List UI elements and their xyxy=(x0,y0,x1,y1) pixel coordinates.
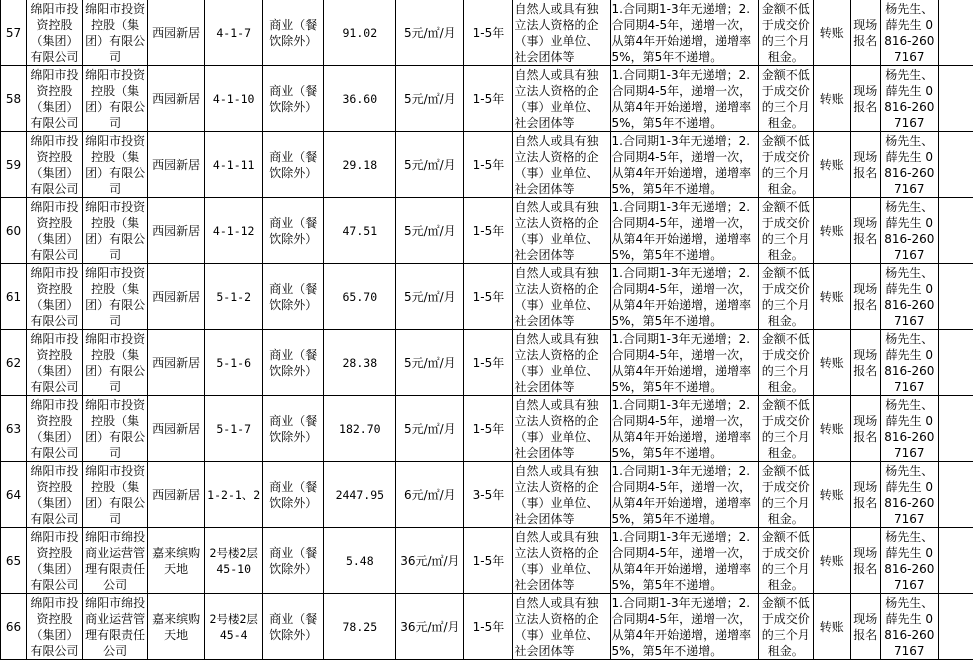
price-cell: 6元/㎡/月 xyxy=(396,462,464,528)
operator-cell: 绵阳市投资控股（集团）有限公司 xyxy=(83,330,148,396)
area-cell: 78.25 xyxy=(324,594,396,660)
operator-cell: 绵阳市投资控股（集团）有限公司 xyxy=(83,198,148,264)
qualification-cell: 自然人或具有独立法人资格的企（事）业单位、社会团体等 xyxy=(513,0,610,66)
contact-cell: 杨先生、薛先生 0816-2607167 xyxy=(880,396,938,462)
deposit-cell: 金额不低于成交价的三个月租金。 xyxy=(758,66,813,132)
increase-cell: 1.合同期1-3年无递增；2.合同期4-5年，递增一次，从第4年开始递增，递增率5%，第5年不递增。 xyxy=(610,0,758,66)
area-cell: 2447.95 xyxy=(324,462,396,528)
payment-cell: 转账 xyxy=(813,528,850,594)
owner-cell: 绵阳市投资控股（集团）有限公司 xyxy=(27,396,83,462)
row-number: 62 xyxy=(1,330,27,396)
unit-cell: 4-1-12 xyxy=(205,198,263,264)
project-cell: 嘉来缤购天地 xyxy=(148,594,205,660)
area-cell: 65.70 xyxy=(324,264,396,330)
payment-cell: 转账 xyxy=(813,264,850,330)
term-cell: 1-5年 xyxy=(464,198,513,264)
contact-cell: 杨先生、薛先生 0816-2607167 xyxy=(880,198,938,264)
usage-cell: 商业（餐饮除外） xyxy=(263,396,324,462)
row-number: 65 xyxy=(1,528,27,594)
contact-cell: 杨先生、薛先生 0816-2607167 xyxy=(880,528,938,594)
contact-cell: 杨先生、薛先生 0816-2607167 xyxy=(880,0,938,66)
price-cell: 5元/㎡/月 xyxy=(396,0,464,66)
signup-cell: 现场报名 xyxy=(850,264,880,330)
signup-cell: 现场报名 xyxy=(850,132,880,198)
increase-cell: 1.合同期1-3年无递增；2.合同期4-5年，递增一次，从第4年开始递增，递增率5%，第5年不递增。 xyxy=(610,528,758,594)
owner-cell: 绵阳市投资控股（集团）有限公司 xyxy=(27,462,83,528)
increase-cell: 1.合同期1-3年无递增；2.合同期4-5年，递增一次，从第4年开始递增，递增率5%，第5年不递增。 xyxy=(610,132,758,198)
note-cell xyxy=(938,528,973,594)
deposit-cell: 金额不低于成交价的三个月租金。 xyxy=(758,594,813,660)
price-cell: 5元/㎡/月 xyxy=(396,66,464,132)
owner-cell: 绵阳市投资控股（集团）有限公司 xyxy=(27,594,83,660)
operator-cell: 绵阳市投资控股（集团）有限公司 xyxy=(83,66,148,132)
qualification-cell: 自然人或具有独立法人资格的企（事）业单位、社会团体等 xyxy=(513,462,610,528)
table-row xyxy=(1,462,973,528)
deposit-cell: 金额不低于成交价的三个月租金。 xyxy=(758,0,813,66)
area-cell: 28.38 xyxy=(324,330,396,396)
payment-cell: 转账 xyxy=(813,330,850,396)
price-cell: 5元/㎡/月 xyxy=(396,330,464,396)
unit-cell: 2号楼2层45-10 xyxy=(205,528,263,594)
project-cell: 西园新居 xyxy=(148,462,205,528)
payment-cell: 转账 xyxy=(813,66,850,132)
qualification-cell: 自然人或具有独立法人资格的企（事）业单位、社会团体等 xyxy=(513,396,610,462)
row-number: 60 xyxy=(1,198,27,264)
unit-cell: 5-1-2 xyxy=(205,264,263,330)
note-cell xyxy=(938,0,973,66)
contact-cell: 杨先生、薛先生 0816-2607167 xyxy=(880,462,938,528)
contact-cell: 杨先生、薛先生 0816-2607167 xyxy=(880,330,938,396)
term-cell: 1-5年 xyxy=(464,132,513,198)
table-row xyxy=(1,528,973,594)
operator-cell: 绵阳市投资控股（集团）有限公司 xyxy=(83,132,148,198)
signup-cell: 现场报名 xyxy=(850,198,880,264)
payment-cell: 转账 xyxy=(813,462,850,528)
operator-cell: 绵阳市投资控股（集团）有限公司 xyxy=(83,462,148,528)
unit-cell: 5-1-7 xyxy=(205,396,263,462)
qualification-cell: 自然人或具有独立法人资格的企（事）业单位、社会团体等 xyxy=(513,594,610,660)
contact-cell: 杨先生、薛先生 0816-2607167 xyxy=(880,264,938,330)
area-cell: 91.02 xyxy=(324,0,396,66)
operator-cell: 绵阳市绵投商业运营管理有限责任公司 xyxy=(83,528,148,594)
increase-cell: 1.合同期1-3年无递增；2.合同期4-5年，递增一次，从第4年开始递增，递增率5%，第5年不递增。 xyxy=(610,462,758,528)
area-cell: 36.60 xyxy=(324,66,396,132)
usage-cell: 商业（餐饮除外） xyxy=(263,462,324,528)
project-cell: 西园新居 xyxy=(148,396,205,462)
increase-cell: 1.合同期1-3年无递增；2.合同期4-5年，递增一次，从第4年开始递增，递增率5%，第5年不递增。 xyxy=(610,396,758,462)
unit-cell: 1-2-1、2 xyxy=(205,462,263,528)
unit-cell: 2号楼2层45-4 xyxy=(205,594,263,660)
deposit-cell: 金额不低于成交价的三个月租金。 xyxy=(758,396,813,462)
term-cell: 1-5年 xyxy=(464,528,513,594)
signup-cell: 现场报名 xyxy=(850,396,880,462)
signup-cell: 现场报名 xyxy=(850,330,880,396)
payment-cell: 转账 xyxy=(813,396,850,462)
usage-cell: 商业（餐饮除外） xyxy=(263,330,324,396)
project-cell: 西园新居 xyxy=(148,132,205,198)
table-row xyxy=(1,0,973,66)
qualification-cell: 自然人或具有独立法人资格的企（事）业单位、社会团体等 xyxy=(513,198,610,264)
contact-cell: 杨先生、薛先生 0816-2607167 xyxy=(880,594,938,660)
table-row xyxy=(1,396,973,462)
project-cell: 西园新居 xyxy=(148,198,205,264)
row-number: 66 xyxy=(1,594,27,660)
area-cell: 47.51 xyxy=(324,198,396,264)
area-cell: 29.18 xyxy=(324,132,396,198)
signup-cell: 现场报名 xyxy=(850,66,880,132)
project-cell: 西园新居 xyxy=(148,66,205,132)
unit-cell: 5-1-6 xyxy=(205,330,263,396)
payment-cell: 转账 xyxy=(813,132,850,198)
owner-cell: 绵阳市投资控股（集团）有限公司 xyxy=(27,198,83,264)
owner-cell: 绵阳市投资控股（集团）有限公司 xyxy=(27,330,83,396)
owner-cell: 绵阳市投资控股（集团）有限公司 xyxy=(27,528,83,594)
signup-cell: 现场报名 xyxy=(850,0,880,66)
unit-cell: 4-1-7 xyxy=(205,0,263,66)
project-cell: 西园新居 xyxy=(148,0,205,66)
project-cell: 西园新居 xyxy=(148,330,205,396)
payment-cell: 转账 xyxy=(813,594,850,660)
row-number: 61 xyxy=(1,264,27,330)
area-cell: 5.48 xyxy=(324,528,396,594)
contact-cell: 杨先生、薛先生 0816-2607167 xyxy=(880,132,938,198)
term-cell: 1-5年 xyxy=(464,264,513,330)
increase-cell: 1.合同期1-3年无递增；2.合同期4-5年，递增一次，从第4年开始递增，递增率5%，第5年不递增。 xyxy=(610,330,758,396)
usage-cell: 商业（餐饮除外） xyxy=(263,264,324,330)
row-number: 59 xyxy=(1,132,27,198)
payment-cell: 转账 xyxy=(813,198,850,264)
note-cell xyxy=(938,264,973,330)
qualification-cell: 自然人或具有独立法人资格的企（事）业单位、社会团体等 xyxy=(513,528,610,594)
deposit-cell: 金额不低于成交价的三个月租金。 xyxy=(758,528,813,594)
price-cell: 36元/㎡/月 xyxy=(396,594,464,660)
row-number: 63 xyxy=(1,396,27,462)
usage-cell: 商业（餐饮除外） xyxy=(263,198,324,264)
table-row xyxy=(1,66,973,132)
increase-cell: 1.合同期1-3年无递增；2.合同期4-5年，递增一次，从第4年开始递增，递增率5%，第5年不递增。 xyxy=(610,66,758,132)
deposit-cell: 金额不低于成交价的三个月租金。 xyxy=(758,264,813,330)
owner-cell: 绵阳市投资控股（集团）有限公司 xyxy=(27,0,83,66)
increase-cell: 1.合同期1-3年无递增；2.合同期4-5年，递增一次，从第4年开始递增，递增率5%，第5年不递增。 xyxy=(610,264,758,330)
table-body xyxy=(1,0,973,660)
price-cell: 5元/㎡/月 xyxy=(396,396,464,462)
table-row xyxy=(1,264,973,330)
usage-cell: 商业（餐饮除外） xyxy=(263,0,324,66)
term-cell: 1-5年 xyxy=(464,594,513,660)
note-cell xyxy=(938,462,973,528)
owner-cell: 绵阳市投资控股（集团）有限公司 xyxy=(27,132,83,198)
qualification-cell: 自然人或具有独立法人资格的企（事）业单位、社会团体等 xyxy=(513,66,610,132)
area-cell: 182.70 xyxy=(324,396,396,462)
operator-cell: 绵阳市投资控股（集团）有限公司 xyxy=(83,0,148,66)
qualification-cell: 自然人或具有独立法人资格的企（事）业单位、社会团体等 xyxy=(513,330,610,396)
usage-cell: 商业（餐饮除外） xyxy=(263,528,324,594)
note-cell xyxy=(938,66,973,132)
qualification-cell: 自然人或具有独立法人资格的企（事）业单位、社会团体等 xyxy=(513,264,610,330)
project-cell: 嘉来缤购天地 xyxy=(148,528,205,594)
signup-cell: 现场报名 xyxy=(850,462,880,528)
signup-cell: 现场报名 xyxy=(850,594,880,660)
qualification-cell: 自然人或具有独立法人资格的企（事）业单位、社会团体等 xyxy=(513,132,610,198)
table-row xyxy=(1,594,973,660)
deposit-cell: 金额不低于成交价的三个月租金。 xyxy=(758,132,813,198)
price-cell: 5元/㎡/月 xyxy=(396,198,464,264)
deposit-cell: 金额不低于成交价的三个月租金。 xyxy=(758,330,813,396)
contact-cell: 杨先生、薛先生 0816-2607167 xyxy=(880,66,938,132)
table-row xyxy=(1,198,973,264)
row-number: 57 xyxy=(1,0,27,66)
usage-cell: 商业（餐饮除外） xyxy=(263,66,324,132)
usage-cell: 商业（餐饮除外） xyxy=(263,594,324,660)
signup-cell: 现场报名 xyxy=(850,528,880,594)
note-cell xyxy=(938,396,973,462)
price-cell: 5元/㎡/月 xyxy=(396,132,464,198)
payment-cell: 转账 xyxy=(813,0,850,66)
owner-cell: 绵阳市投资控股（集团）有限公司 xyxy=(27,264,83,330)
unit-cell: 4-1-11 xyxy=(205,132,263,198)
price-cell: 36元/㎡/月 xyxy=(396,528,464,594)
table-row xyxy=(1,330,973,396)
deposit-cell: 金额不低于成交价的三个月租金。 xyxy=(758,198,813,264)
deposit-cell: 金额不低于成交价的三个月租金。 xyxy=(758,462,813,528)
increase-cell: 1.合同期1-3年无递增；2.合同期4-5年，递增一次，从第4年开始递增，递增率5%，第5年不递增。 xyxy=(610,198,758,264)
usage-cell: 商业（餐饮除外） xyxy=(263,132,324,198)
note-cell xyxy=(938,198,973,264)
note-cell xyxy=(938,330,973,396)
term-cell: 1-5年 xyxy=(464,0,513,66)
term-cell: 3-5年 xyxy=(464,462,513,528)
price-cell: 5元/㎡/月 xyxy=(396,264,464,330)
note-cell xyxy=(938,594,973,660)
note-cell xyxy=(938,132,973,198)
owner-cell: 绵阳市投资控股（集团）有限公司 xyxy=(27,66,83,132)
unit-cell: 4-1-10 xyxy=(205,66,263,132)
row-number: 58 xyxy=(1,66,27,132)
term-cell: 1-5年 xyxy=(464,396,513,462)
table-row xyxy=(1,132,973,198)
operator-cell: 绵阳市绵投商业运营管理有限责任公司 xyxy=(83,594,148,660)
term-cell: 1-5年 xyxy=(464,330,513,396)
row-number: 64 xyxy=(1,462,27,528)
increase-cell: 1.合同期1-3年无递增；2.合同期4-5年，递增一次，从第4年开始递增，递增率5%，第5年不递增。 xyxy=(610,594,758,660)
operator-cell: 绵阳市投资控股（集团）有限公司 xyxy=(83,264,148,330)
project-cell: 西园新居 xyxy=(148,264,205,330)
term-cell: 1-5年 xyxy=(464,66,513,132)
operator-cell: 绵阳市投资控股（集团）有限公司 xyxy=(83,396,148,462)
